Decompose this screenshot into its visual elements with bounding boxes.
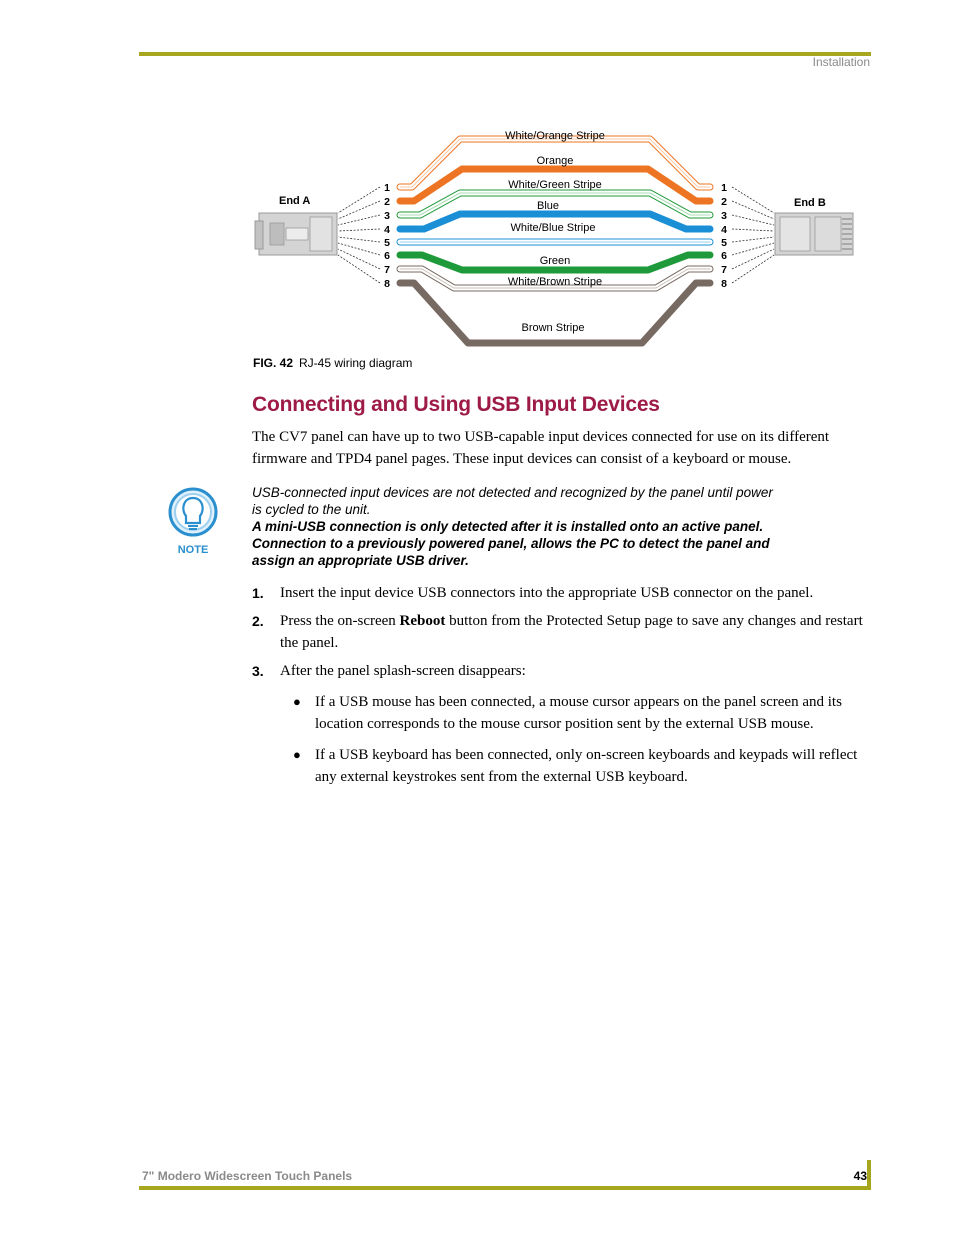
figure-caption xyxy=(253,356,412,370)
label-white-brown: White/Brown Stripe xyxy=(507,276,603,288)
bullet-text: If a USB keyboard has been connected, only on-screen keyboards and keypads will reflect any external keystrokes sent from the external USB keyboard. xyxy=(315,747,858,785)
bullet-item xyxy=(292,691,867,735)
pin-a-5: 5 xyxy=(384,237,390,249)
figure-caption-text: RJ-45 wiring diagram xyxy=(299,356,413,370)
pin-a-2: 2 xyxy=(384,196,390,208)
section-title: Connecting and Using USB Input Devices xyxy=(252,393,660,416)
label-white-green: White/Green Stripe xyxy=(508,179,602,191)
pin-b-1: 1 xyxy=(721,182,727,194)
step-number: 1. xyxy=(252,585,264,601)
step-text: After the panel splash-screen disappears: xyxy=(280,663,526,679)
pin-a-7: 7 xyxy=(384,264,390,276)
page-number: 43 xyxy=(853,1169,867,1183)
pin-b-5: 5 xyxy=(721,237,727,249)
bullet-dot: ● xyxy=(293,747,301,762)
note-icon-label: NOTE xyxy=(177,544,209,556)
footer-tab xyxy=(867,1160,871,1188)
connector-end-a xyxy=(255,213,337,255)
pin-b-2: 2 xyxy=(721,196,727,208)
pin-a-1: 1 xyxy=(384,182,390,194)
intro-paragraph: The CV7 panel can have up to two USB-capable input devices connected for use on its different firmware and TPD4 panel pages. These input devices can consist of a keyboard or mouse. xyxy=(252,429,830,467)
bullet-list xyxy=(292,691,867,797)
step-text-post: button from the Protected Setup page to save any changes and restart the panel. xyxy=(280,613,863,651)
note-box xyxy=(252,484,782,569)
label-brown: Brown Stripe xyxy=(521,322,585,334)
pin-b-7: 7 xyxy=(721,264,727,276)
pin-b-4: 4 xyxy=(721,224,727,236)
step-item xyxy=(252,582,867,604)
footer-title: 7" Modero Widescreen Touch Panels xyxy=(142,1169,353,1183)
wire-brown xyxy=(400,283,710,343)
connector-end-b xyxy=(775,213,853,255)
wiring-diagram xyxy=(250,125,870,353)
label-white-blue: White/Blue Stripe xyxy=(510,222,596,234)
label-white-orange: White/Orange Stripe xyxy=(505,130,605,142)
bullet-dot: ● xyxy=(293,694,301,709)
step-item xyxy=(252,610,867,654)
bullet-item xyxy=(292,744,867,788)
step-text-pre: Press the on-screen xyxy=(280,613,400,629)
pin-b-8: 8 xyxy=(721,278,727,290)
note-line-1: USB-connected input devices are not detected and recognized by the panel until power is cycled to the unit. xyxy=(252,485,773,517)
figure-number: FIG. 42 xyxy=(253,356,294,370)
pin-a-6: 6 xyxy=(384,250,390,262)
pin-b-6: 6 xyxy=(721,250,727,262)
steps-list xyxy=(252,582,867,688)
bullet-text: If a USB mouse has been connected, a mouse cursor appears on the panel screen and its location corresponds to the mouse cursor position sent by the external USB mouse. xyxy=(315,694,842,732)
pin-a-3: 3 xyxy=(384,210,390,222)
pin-a-8: 8 xyxy=(384,278,390,290)
note-line-2: A mini-USB connection is only detected after it is installed onto an active panel. Connection to a previously powered panel, allows the PC to detect the panel and assign an appropriate USB driver. xyxy=(252,519,770,568)
footer-rule xyxy=(139,1186,871,1190)
rj45-wiring-figure xyxy=(250,125,870,353)
step-item xyxy=(252,660,867,682)
header-rule xyxy=(139,52,871,56)
label-orange: Orange xyxy=(536,155,574,167)
pin-b-3: 3 xyxy=(721,210,727,222)
running-header: Installation xyxy=(812,55,870,69)
label-green: Green xyxy=(539,255,571,267)
step-number: 2. xyxy=(252,613,264,629)
end-a-label: End A xyxy=(279,195,311,207)
label-blue: Blue xyxy=(536,200,560,212)
end-b-label: End B xyxy=(794,197,826,209)
step-number: 3. xyxy=(252,663,264,679)
pin-a-4: 4 xyxy=(384,224,390,236)
note-icon xyxy=(164,486,222,558)
step-text: Insert the input device USB connectors into the appropriate USB connector on the panel. xyxy=(280,585,814,601)
reboot-term: Reboot xyxy=(399,613,446,629)
